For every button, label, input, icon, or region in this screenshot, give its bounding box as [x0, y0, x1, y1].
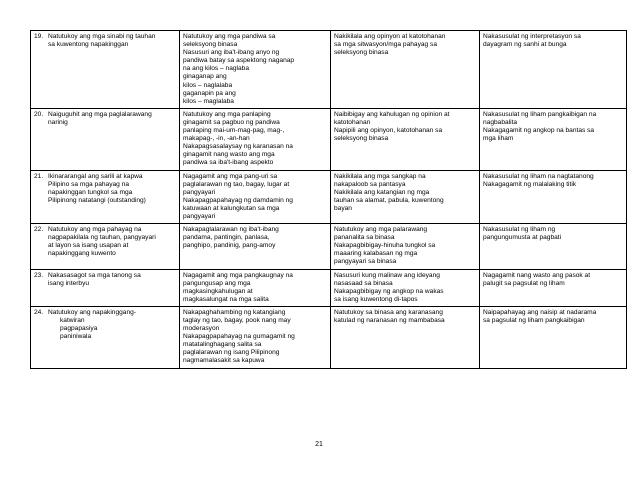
- cell-line: magkasingkahulugan at: [183, 287, 253, 295]
- cell-line: pandiwa batay sa aspektong naganap: [183, 57, 295, 65]
- competency-writing: [480, 224, 627, 269]
- competency-text: [48, 173, 172, 205]
- cell-line: nasasaad sa binasa: [334, 279, 393, 287]
- competency-grammar: [180, 224, 331, 269]
- cell-subline: paniniwala: [60, 333, 92, 341]
- cell-line: sa mga sitwasyon/mga pahayag sa: [334, 41, 437, 49]
- cell-line: Nagagamit ang mga pang-uri sa: [183, 172, 278, 180]
- cell-line: Nakapagsasalaysay ng karanasan na: [183, 143, 293, 151]
- cell-line: at layon sa isang usapan at: [48, 242, 129, 250]
- cell-line: pangyayari: [183, 212, 216, 220]
- cell-line: Nakapagbibigay ng angkop na wakas: [334, 287, 444, 295]
- cell-line: pananalita sa binasa: [334, 234, 395, 242]
- cell-line: Nakapaghahambing ng katangiang: [183, 308, 286, 316]
- cell-line: narinig: [48, 118, 68, 126]
- cell-line: napakinggan tungkol sa mga: [48, 188, 133, 196]
- cell-line: seleksyong binasa: [334, 135, 389, 143]
- competency-listening: [31, 108, 180, 170]
- competency-grammar: [180, 108, 331, 170]
- cell-line: nagbabalita: [483, 118, 518, 126]
- competency-grammar: [180, 170, 331, 224]
- curriculum-table-body: [31, 31, 627, 369]
- competency-text: [48, 33, 172, 49]
- cell-line: Nakasusulat ng interpretasyon sa: [483, 33, 581, 40]
- cell-line: paglalarawan ng isang Pilipinong: [183, 349, 280, 357]
- cell-line: pandama, pantingin, panlasa,: [183, 234, 270, 242]
- cell-line: Pilipino sa mga pahayag na: [48, 180, 130, 188]
- cell-line: Nakikilala ang opinyon at katotohanan: [334, 33, 446, 40]
- competency-writing: [480, 306, 627, 368]
- cell-line: Natutukoy ang mga sinabi ng tauhan: [48, 33, 156, 40]
- table-row: [31, 31, 627, 109]
- cell-line: Natutukoy ang mga panlaping: [183, 110, 271, 118]
- competency-text: [48, 309, 172, 341]
- cell-line: panlaping mai-um-mag-pag, mag-,: [183, 127, 285, 135]
- cell-line: Nasusuri kung malinaw ang ideyang: [334, 271, 440, 279]
- cell-line: pangungusap ang mga: [183, 279, 251, 287]
- competency-reading: [331, 269, 480, 306]
- cell-line: bayan: [334, 204, 352, 212]
- cell-line: Nakagagamit ng angkop na bantas sa: [483, 127, 595, 135]
- cell-line: ginagamit nang wasto ang mga: [183, 151, 275, 159]
- cell-line: pangyayari sa binasa: [334, 258, 397, 266]
- cell-line: Nakasusulat ng liham na nagtatanong: [483, 172, 594, 180]
- competency-text: [48, 272, 172, 288]
- competency-reading: [331, 108, 480, 170]
- cell-line: katulad ng naranasan ng mambabasa: [334, 317, 445, 324]
- cell-line: panghipo, pandinig, pang-amoy: [183, 242, 276, 250]
- cell-line: Natutukoy ang mga pahayag na: [48, 226, 142, 234]
- cell-line: Napipili ang opinyon, katotohanan sa: [334, 127, 443, 135]
- competency-listening: [31, 269, 180, 306]
- cell-line: katotohanan: [334, 118, 371, 126]
- competency-reading: [331, 170, 480, 224]
- cell-line: Pilipinong natatangi (outstanding): [48, 196, 146, 204]
- cell-subline: katwiran: [60, 317, 85, 324]
- cell-line: matatalinghagang salita sa: [183, 341, 262, 349]
- cell-line: magkasalungat na mga salita: [183, 295, 269, 303]
- cell-line: Nakasusulat ng liham ng: [483, 226, 556, 234]
- competency-writing: [480, 31, 627, 109]
- competency-writing: [480, 170, 627, 224]
- cell-line: Nakapagpapahayag ng damdamin ng: [183, 196, 293, 204]
- cell-line: nagmamalasakit sa kapuwa: [183, 357, 265, 365]
- cell-line: napakinggang kuwento: [48, 250, 116, 258]
- cell-line: Nakasasagot sa mga tanong sa: [48, 271, 141, 279]
- cell-line: ginaganap ang: [183, 73, 227, 81]
- competency-text: [48, 226, 172, 258]
- cell-line: pangungumusta at pagbati: [483, 234, 562, 242]
- cell-line: palugit sa pagsulat ng liham: [483, 279, 565, 287]
- competency-reading: [331, 306, 480, 368]
- cell-line: Nakikilala ang katangian ng mga: [334, 188, 430, 196]
- cell-line: kilos – maglalaba: [183, 97, 234, 105]
- competency-reading: [331, 224, 480, 269]
- competency-listening: [31, 170, 180, 224]
- row-number: 20.: [34, 110, 44, 118]
- cell-line: kilos – naglalaba: [183, 81, 233, 89]
- cell-line: Nakapagpapahayag na gumagamit ng: [183, 333, 295, 341]
- page-number: 21: [315, 441, 323, 448]
- cell-line: sa isang kuwentong di-tapos: [334, 295, 418, 303]
- cell-line: Nakasusulat ng liham pangkaibigan na: [483, 110, 597, 118]
- cell-line: makapag-, -in, -an-han: [183, 135, 250, 143]
- cell-line: Naiguguhit ang mga paglalarawang: [48, 110, 152, 118]
- cell-line: sa pagsulat ng liham pangkaibigan: [483, 317, 585, 324]
- cell-line: isang interbyu: [48, 279, 90, 287]
- table-row: [31, 224, 627, 269]
- competency-listening: [31, 306, 180, 368]
- cell-line: dayagram ng sanhi at bunga: [483, 41, 567, 49]
- competency-grammar: [180, 31, 331, 109]
- table-row: [31, 269, 627, 306]
- row-number: 21.: [34, 172, 44, 180]
- cell-line: Naibibigay ang kahulugan ng opinion at: [334, 110, 450, 118]
- row-number: 22.: [34, 226, 44, 234]
- table-row: [31, 108, 627, 170]
- table-row: [31, 306, 627, 368]
- cell-line: Natutukoy ang mga pandiwa sa: [183, 33, 276, 40]
- competency-listening: [31, 224, 180, 269]
- table-row: [31, 170, 627, 224]
- row-number: 24.: [34, 308, 44, 316]
- cell-line: seleksyong binasa: [334, 49, 389, 57]
- cell-subline: pagpapasiya: [60, 325, 98, 333]
- cell-line: sa kuwentong napakinggan: [48, 41, 129, 49]
- cell-line: Nagagamit ang mga pangkaugnay na: [183, 271, 293, 279]
- cell-line: katuwaan at kalungkutan sa mga: [183, 204, 280, 212]
- cell-line: maaaring kalabasan ng mga: [334, 250, 418, 258]
- competency-writing: [480, 108, 627, 170]
- cell-line: pangyayari: [183, 188, 216, 196]
- cell-line: Natutukoy ang mga palarawang: [334, 226, 428, 234]
- cell-line: Ikinararangal ang sarili at kapwa: [48, 172, 143, 180]
- competency-reading: [331, 31, 480, 109]
- cell-line: seleksyong binasa: [183, 41, 238, 49]
- cell-line: gaganapin pa ang: [183, 89, 236, 97]
- cell-line: Nakapaglalarawan ng iba't-ibang: [183, 226, 279, 234]
- cell-line: Naipapahayag ang naisip at nadarama: [483, 308, 597, 316]
- cell-line: nakapaloob sa pantasya: [334, 180, 406, 188]
- cell-line: Nakikilala ang mga sangkap na: [334, 172, 426, 180]
- cell-line: Nasusuri ang iba't-ibang anyo ng: [183, 49, 280, 57]
- row-number: 19.: [34, 33, 44, 40]
- cell-line: moderasyon: [183, 325, 220, 333]
- cell-line: pandiwa sa iba't-ibang aspekto: [183, 159, 274, 167]
- cell-line: taglay ng tao, bagay, pook nang may: [183, 317, 291, 324]
- cell-line: nagpapakilala ng tauhan, pangyayari: [48, 234, 156, 242]
- cell-line: Natutukoy sa binasa ang karanasang: [334, 308, 443, 316]
- cell-line: tauhan sa alamat, pabula, kuwentong: [334, 196, 444, 204]
- cell-line: na ang kilos – naglaba: [183, 65, 249, 73]
- cell-line: Nagagamit nang wasto ang pasok at: [483, 271, 591, 279]
- competency-writing: [480, 269, 627, 306]
- row-number: 23.: [34, 271, 44, 279]
- cell-line: Nakapagbibigay-hinuha tungkol sa: [334, 242, 436, 250]
- cell-line: paglalarawan ng tao, bagay, lugar at: [183, 180, 290, 188]
- cell-line: Natutukoy ang napakinggang-: [48, 308, 136, 316]
- curriculum-table: [30, 30, 627, 369]
- competency-grammar: [180, 269, 331, 306]
- competency-listening: [31, 31, 180, 109]
- competency-text: [48, 111, 172, 127]
- cell-line: ginagamit sa pagbuo ng pandiwa: [183, 118, 280, 126]
- cell-line: mga liham: [483, 135, 514, 143]
- competency-grammar: [180, 306, 331, 368]
- cell-line: Nakagagamit ng malalaking titik: [483, 180, 577, 188]
